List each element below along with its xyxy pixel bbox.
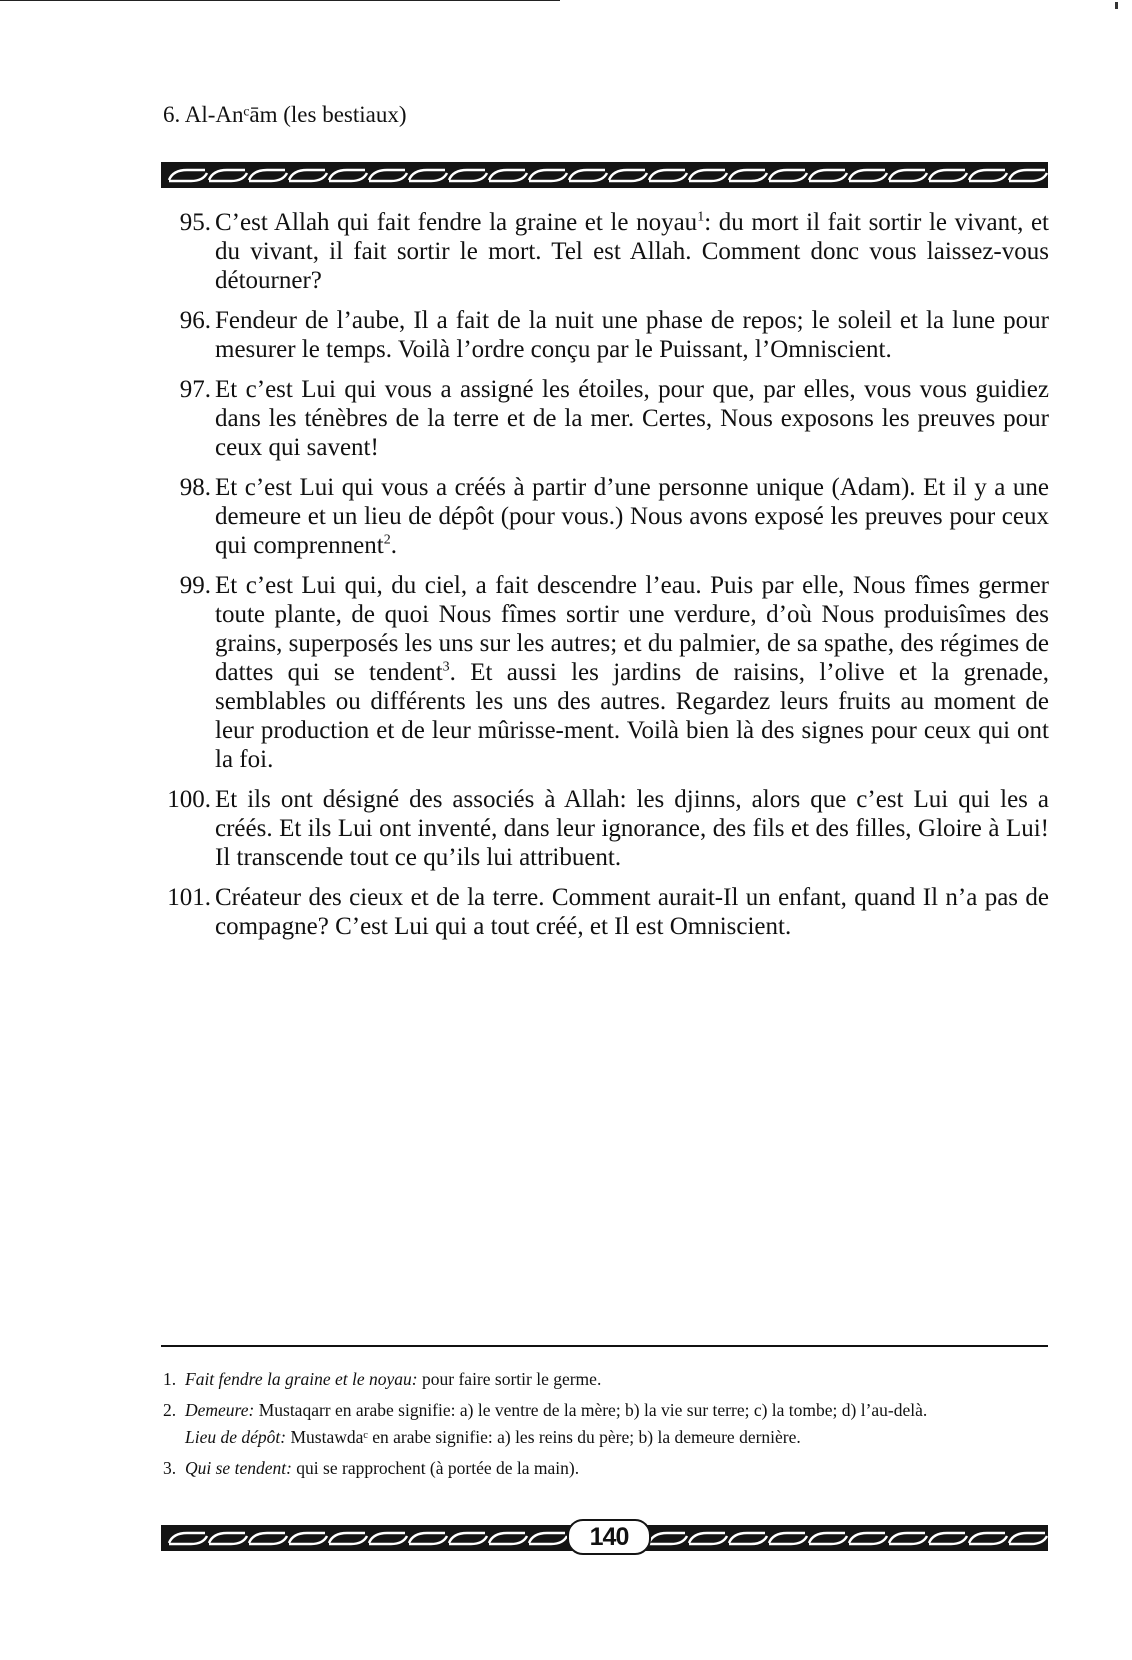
verse-96 <box>163 306 1049 364</box>
verse-text-cont: . Et aussi les jardins de raisins, l’olive et la grenade, semblables ou différents les uns des autres. Regardez leurs fruits au moment de leur production et de leur mûrisse-ment. Voilà bien là des signes pour ceux qui ont la foi. <box>215 659 1050 773</box>
running-head: 6. Al-Anᶜām (les bestiaux) <box>163 102 407 127</box>
footnote-number: 2. <box>163 1400 177 1420</box>
verse-99 <box>163 571 1049 774</box>
footnote-text: Mustawdaᶜ en arabe signifie: a) les reins du père; b) la demeure dernière. <box>286 1427 801 1447</box>
footnote-ref: 1 <box>697 209 705 225</box>
verse-101 <box>163 883 1049 941</box>
footnote-number: 3. <box>163 1458 177 1478</box>
top-ornament-band <box>161 162 1048 188</box>
verse-text: Et c’est Lui qui, du ciel, a fait descendre l’eau. Puis par elle, Nous fîmes germer toute plante, de quoi Nous fîmes sortir une verdure, d’où Nous produisîmes des grains, superposés les uns sur les autres; et du palmier, de sa spathe, des régimes de dattes qui se tendent <box>215 572 1049 686</box>
verse-number: 101. <box>167 884 211 911</box>
verse-98 <box>163 473 1049 560</box>
footnote-number: 1. <box>163 1369 177 1389</box>
scan-mark <box>1115 2 1118 9</box>
top-edge-rule <box>0 0 560 1</box>
verse-number: 97. <box>179 376 211 403</box>
verse-number: 96. <box>179 307 211 334</box>
footnote-3 <box>163 1457 1049 1479</box>
footnote-text: qui se rapprochent (à portée de la main). <box>291 1458 580 1478</box>
verse-text: C’est Allah qui fait fendre la graine et le noyau <box>215 209 698 236</box>
verse-97 <box>163 375 1049 462</box>
footnote-text: pour faire sortir le germe. <box>417 1369 602 1389</box>
verse-number: 99. <box>179 572 211 599</box>
verse-100 <box>163 785 1049 872</box>
footnote-1 <box>163 1368 1049 1390</box>
verse-text: Et c’est Lui qui vous a créés à partir d’une personne unique (Adam). Et il y a une demeure et un lieu de dépôt (pour vous.) Nous avons exposé les preuves pour ceux qui comprennent <box>215 474 1049 559</box>
footnote-term: Demeure: <box>185 1400 255 1420</box>
verse-number: 100. <box>167 786 211 813</box>
footnote-term: Fait fendre la graine et le noyau: <box>185 1369 418 1389</box>
footnote-2-continued <box>163 1426 1049 1448</box>
verse-number: 95. <box>179 209 211 236</box>
verse-text: Créateur des cieux et de la terre. Comment aurait-Il un enfant, quand Il n’a pas de compagne? C’est Lui qui a tout créé, et Il est Omniscient. <box>215 884 1049 940</box>
verse-text: Fendeur de l’aube, Il a fait de la nuit une phase de repos; le soleil et la lune pour mesurer le temps. Voilà l’ordre conçu par le Puissant, l’Omniscient. <box>215 307 1049 363</box>
verse-list <box>163 208 1049 952</box>
verse-text-cont: . <box>390 532 397 559</box>
footnote-term: Qui se tendent: <box>185 1458 292 1478</box>
footnote-separator <box>161 1345 1048 1347</box>
verse-text: Et c’est Lui qui vous a assigné les étoiles, pour que, par elles, vous vous guidiez dans les ténèbres de la terre et de la mer. Certes, Nous exposons les preuves pour ceux qui savent! <box>215 376 1049 461</box>
footnote-2 <box>163 1399 1049 1421</box>
footnote-ref: 3 <box>442 659 450 675</box>
footnote-term: Lieu de dépôt: <box>185 1427 287 1447</box>
footnote-text: Mustaqarr en arabe signifie: a) le ventre de la mère; b) la vie sur terre; c) la tombe; d) l’au-delà. <box>254 1400 928 1420</box>
page-number: 140 <box>567 1519 651 1555</box>
chain-ornament <box>161 162 1048 188</box>
verse-text-cont: : du mort il fait sortir le vivant, et du vivant, il fait sortir le mort. Tel est Allah. Comment donc vous laissez-vous détourner? <box>215 209 1049 294</box>
verse-number: 98. <box>179 474 211 501</box>
footnote-ref: 2 <box>383 532 391 548</box>
footnotes <box>163 1368 1049 1488</box>
verse-95 <box>163 208 1049 295</box>
verse-text: Et ils ont désigné des associés à Allah: les djinns, alors que c’est Lui qui les a créés. Et ils Lui ont inventé, dans leur ignorance, des fils et des filles, Gloire à Lui! Il transcende tout ce qu’ils lui attribuent. <box>215 786 1049 871</box>
